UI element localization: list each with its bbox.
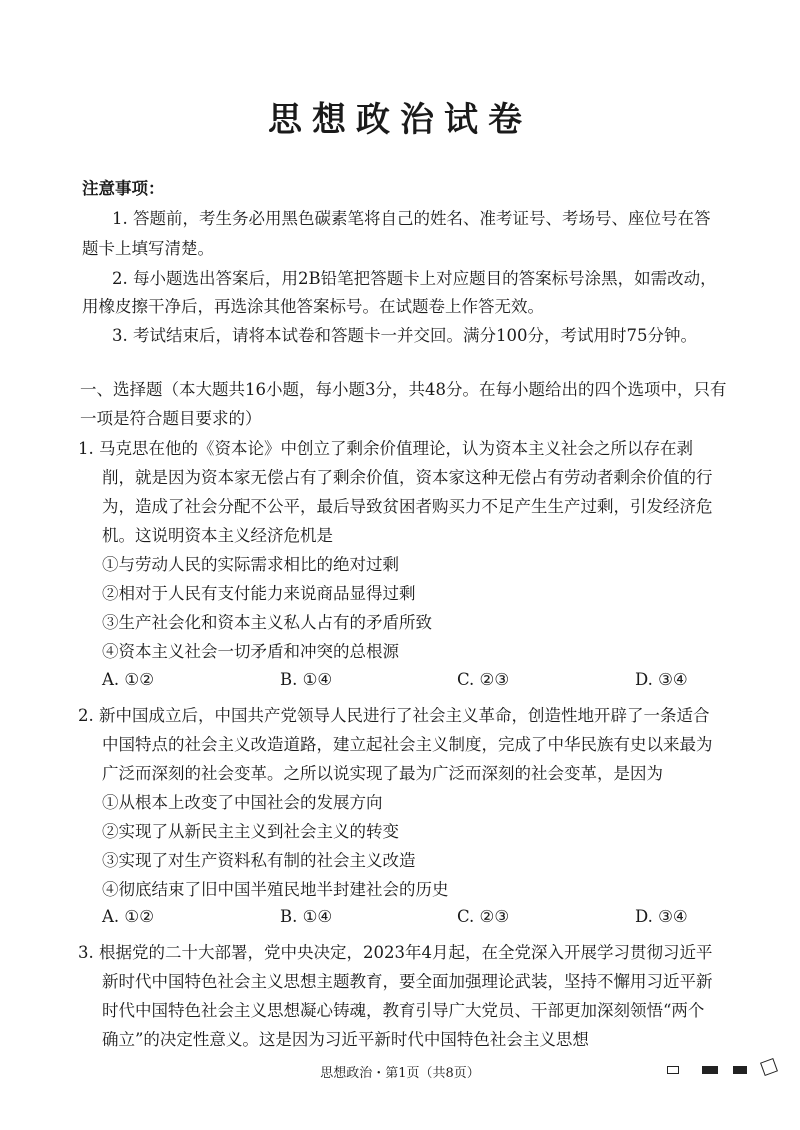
question-1-item: ①与劳动人民的实际需求相比的绝对过剩 (102, 555, 399, 574)
question-1-option-a: A. ①② (102, 670, 154, 689)
scan-mark (702, 1066, 718, 1074)
question-1-option-c: C. ②③ (457, 670, 510, 689)
question-2-stem: 广泛而深刻的社会变革。之所以说实现了最为广泛而深刻的社会变革，是因为 (102, 764, 663, 783)
question-2-option-b: B. ①④ (280, 907, 333, 926)
page-footer: 思想政治・第1页（共8页） (320, 1066, 480, 1081)
question-2-option-a: A. ①② (102, 907, 154, 926)
notice-line: 题卡上填写清楚。 (82, 239, 214, 258)
question-1-item: ②相对于人民有支付能力来说商品显得过剩 (102, 584, 416, 603)
question-2-item: ②实现了从新民主主义到社会主义的转变 (102, 822, 399, 841)
scan-mark (733, 1066, 747, 1074)
question-1-item: ④资本主义社会一切矛盾和冲突的总根源 (102, 642, 399, 661)
section-heading: 一、选择题（本大题共16小题，每小题3分，共48分。在每小题给出的四个选项中，只有 (80, 380, 727, 399)
question-3-stem: 3. 根据党的二十大部署，党中央决定，2023年4月起，在全党深入开展学习贯彻习近平 (78, 943, 713, 962)
notice-line: 3. 考试结束后，请将本试卷和答题卡一并交回。满分100分，考试用时75分钟。 (112, 326, 697, 345)
question-1-item: ③生产社会化和资本主义私人占有的矛盾所致 (102, 613, 432, 632)
question-2-option-d: D. ③④ (635, 907, 688, 926)
question-1-stem: 1. 马克思在他的《资本论》中创立了剩余价值理论，认为资本主义社会之所以存在剥 (78, 439, 693, 458)
question-1-stem: 为，造成了社会分配不公平，最后导致贫困者购买力不足产生生产过剩，引发经济危 (102, 497, 713, 516)
question-2-item: ①从根本上改变了中国社会的发展方向 (102, 793, 383, 812)
section-heading-cont: 一项是符合题目要求的） (80, 409, 262, 428)
question-1-option-b: B. ①④ (280, 670, 333, 689)
question-2-stem: 2. 新中国成立后，中国共产党领导人民进行了社会主义革命，创造性地开辟了一条适合 (78, 706, 710, 725)
notice-line: 用橡皮擦干净后，再选涂其他答案标号。在试题卷上作答无效。 (82, 297, 544, 316)
question-3-stem: 时代中国特色社会主义思想凝心铸魂，教育引导广大党员、干部更加深刻领悟“两个 (102, 1001, 705, 1020)
question-1-option-d: D. ③④ (635, 670, 688, 689)
question-3-stem: 新时代中国特色社会主义思想主题教育，要全面加强理论武装，坚持不懈用习近平新 (102, 972, 713, 991)
notice-line: 2. 每小题选出答案后，用2B铅笔把答题卡上对应题目的答案标号涂黑，如需改动， (112, 269, 717, 288)
question-2-item: ③实现了对生产资料私有制的社会主义改造 (102, 851, 416, 870)
notice-heading: 注意事项： (82, 179, 165, 198)
question-2-stem: 中国特点的社会主义改造道路，建立起社会主义制度，完成了中华民族有史以来最为 (102, 735, 713, 754)
page-title: 思想政治试卷 (268, 100, 532, 140)
question-1-stem: 机。这说明资本主义经济危机是 (102, 526, 333, 545)
question-1-stem: 削，就是因为资本家无偿占有了剩余价值，资本家这种无偿占有劳动者剩余价值的行 (102, 468, 713, 487)
question-2-item: ④彻底结束了旧中国半殖民地半封建社会的历史 (102, 880, 449, 899)
scan-mark (667, 1066, 679, 1074)
notice-line: 1. 答题前，考生务必用黑色碳素笔将自己的姓名、准考证号、考场号、座位号在答 (112, 209, 711, 228)
question-3-stem: 确立”的决定性意义。这是因为习近平新时代中国特色社会主义思想 (102, 1030, 589, 1049)
question-2-option-c: C. ②③ (457, 907, 510, 926)
